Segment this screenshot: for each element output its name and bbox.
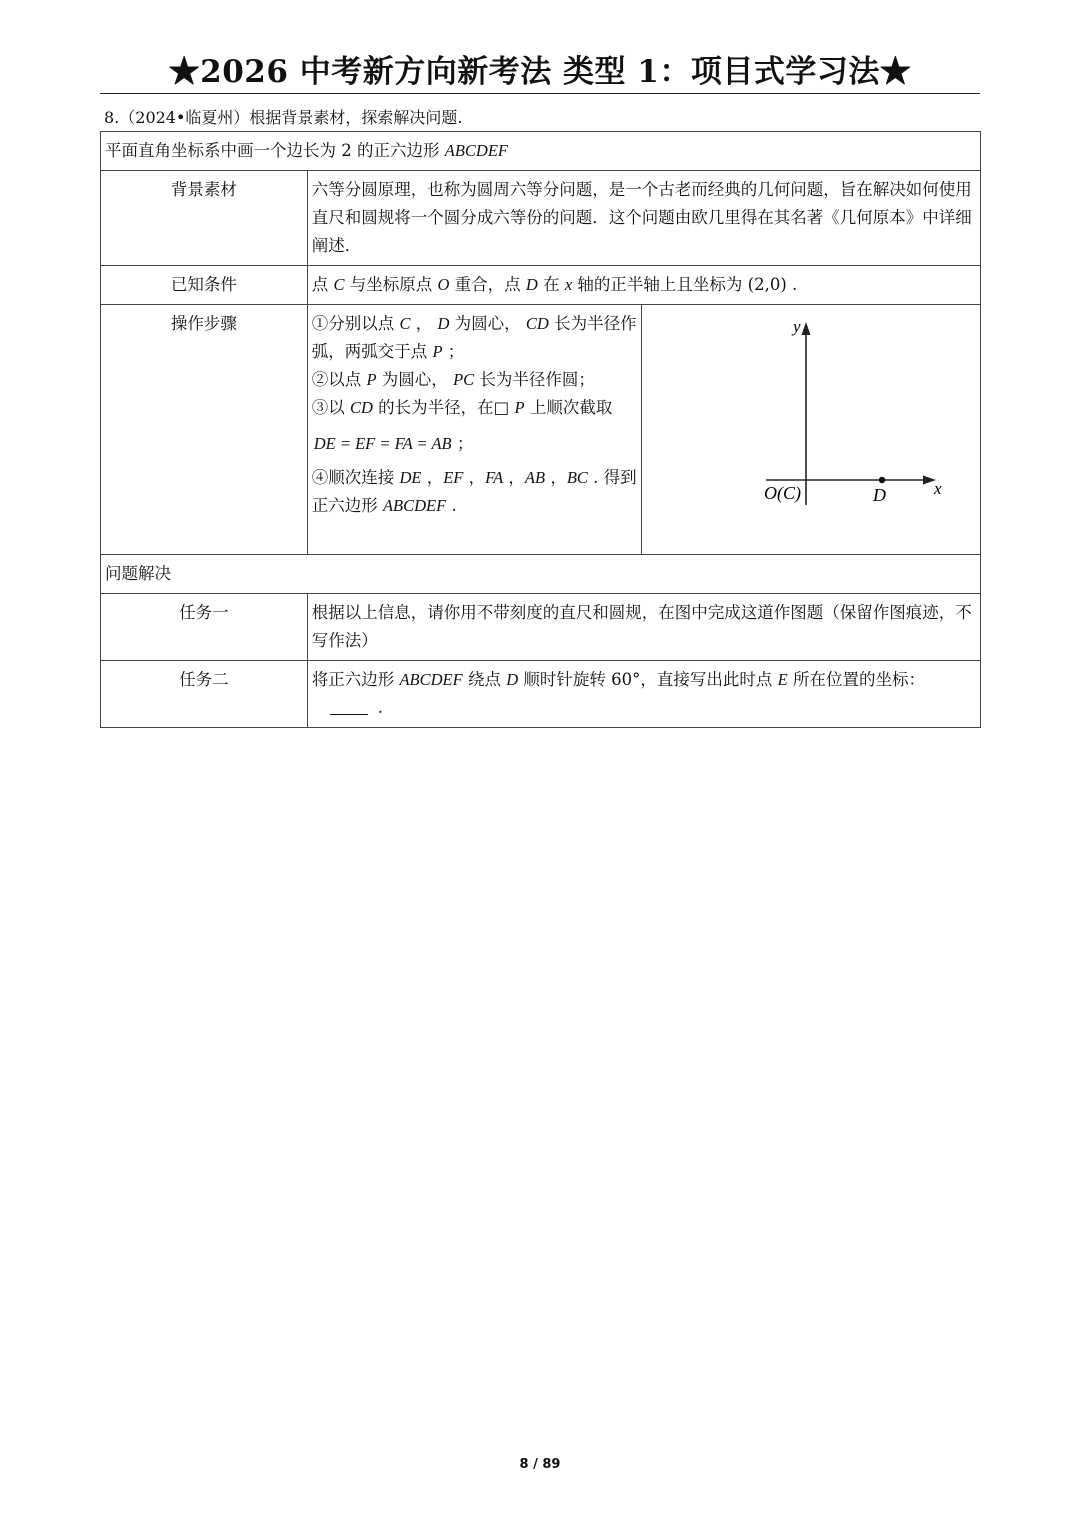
title-divider — [100, 93, 980, 94]
known-text: 点 C 与坐标原点 O 重合，点 D 在 x 轴的正半轴上且坐标为 (2,0) . — [307, 266, 980, 305]
task1-label: 任务一 — [101, 594, 308, 661]
origin-label: O(C) — [764, 483, 801, 503]
background-text: 六等分圆原理，也称为圆周六等分问题，是一个古老而经典的几何问题，旨在解决如何使用直尺和圆规将一个圆分成六等份的问题．这个问题由欧几里得在其名著《几何原本》中详细阐述． — [307, 171, 980, 266]
intro-cell: 平面直角坐标系中画一个边长为 2 的正六边形 ABCDEF — [101, 132, 981, 171]
step-3-formula: DE = EF = FA = AB ； — [313, 434, 474, 453]
page-number: 8 / 89 — [519, 1457, 561, 1472]
point-d — [879, 477, 885, 483]
y-axis-arrow — [802, 322, 811, 335]
problem-table — [100, 131, 981, 728]
steps-label: 操作步骤 — [101, 305, 308, 555]
page-title: ★2026 中考新方向新考法 类型 1：项目式学习法★ — [168, 54, 912, 90]
step-2: ②以点 P 为圆心， PC 长为半径作圆； — [311, 370, 595, 389]
coordinate-figure — [646, 310, 976, 540]
x-axis-label: x — [934, 479, 942, 498]
task2-text: 将正六边形 ABCDEF 绕点 D 顺时针旋转 60°，直接写出此时点 E 所在位置的坐标：. — [307, 661, 980, 728]
known-label: 已知条件 — [101, 266, 308, 305]
task2-row — [101, 661, 981, 728]
point-d-label: D — [873, 485, 886, 505]
answer-blank[interactable] — [330, 698, 368, 715]
task1-text: 根据以上信息，请你用不带刻度的直尺和圆规，在图中完成这道作图题（保留作图痕迹，不写作法） — [307, 594, 980, 661]
question-heading: 8.（2024•临夏州）根据背景素材，探索解决问题. — [104, 108, 463, 127]
solve-row — [101, 555, 981, 594]
steps-text — [307, 305, 641, 555]
intro-row — [101, 132, 981, 171]
step-1: ①分别以点 C ， D 为圆心， CD 长为半径作弧，两弧交于点 P ； — [311, 314, 637, 361]
step-3: ③以 CD 的长为半径，在□ P 上顺次截取 — [311, 398, 613, 417]
known-row — [101, 266, 981, 305]
background-row — [101, 171, 981, 266]
step-4: ④顺次连接 DE ，EF ，FA ，AB ，BC . 得到正六边形 ABCDEF . — [311, 468, 637, 515]
steps-row — [101, 305, 981, 555]
background-label: 背景素材 — [101, 171, 308, 266]
solve-label: 问题解决 — [101, 555, 981, 594]
figure-cell — [642, 305, 981, 555]
y-axis-label: y — [793, 317, 801, 336]
task2-label: 任务二 — [101, 661, 308, 728]
task1-row — [101, 594, 981, 661]
